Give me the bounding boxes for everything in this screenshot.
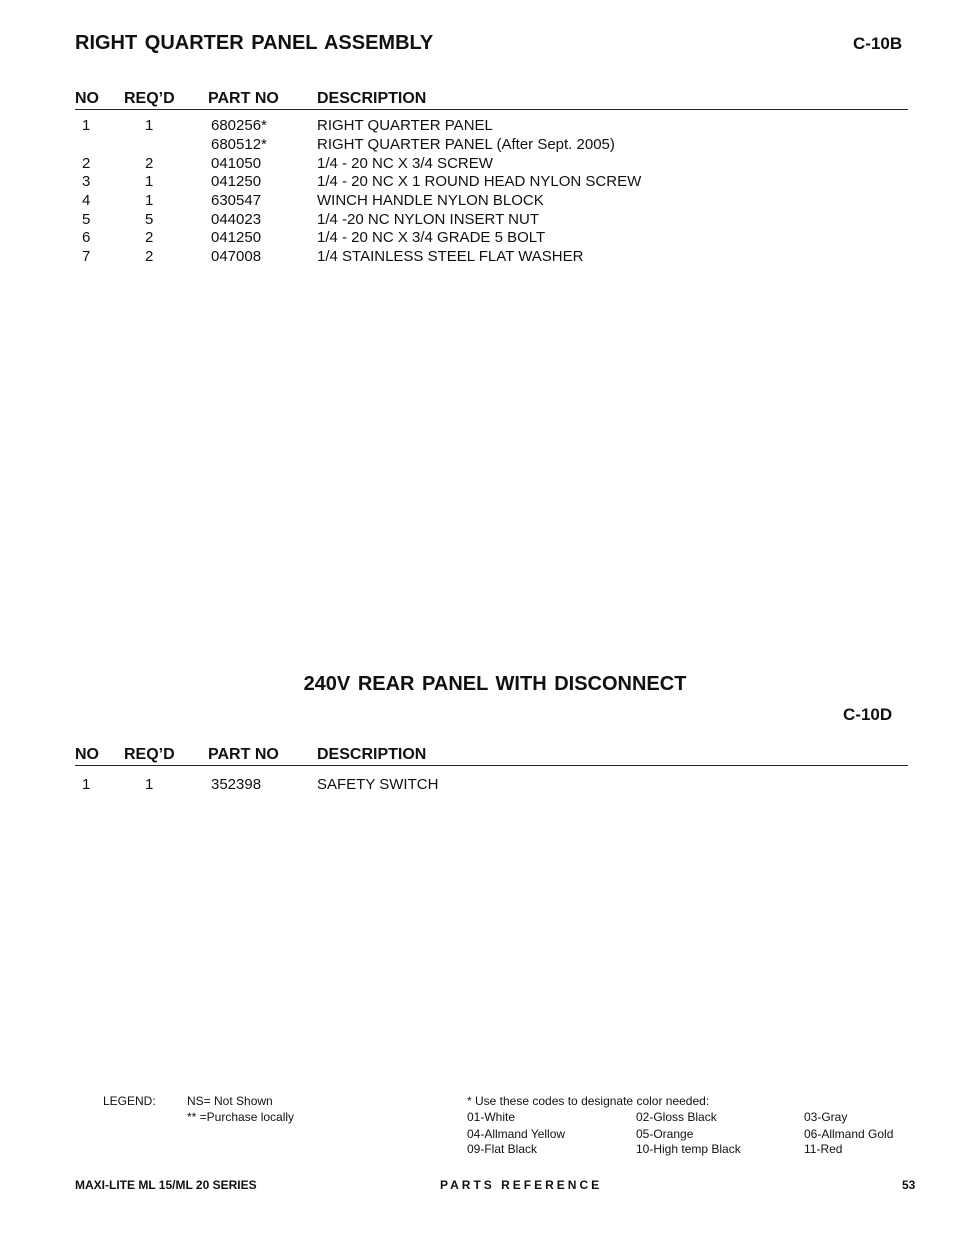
table-row	[0, 135, 954, 154]
footer-series: MAXI-LITE ML 15/ML 20 SERIES	[75, 1178, 257, 1192]
header-desc: DESCRIPTION	[317, 90, 427, 107]
table-row	[0, 154, 954, 173]
color-code: 03-Gray	[804, 1110, 848, 1124]
row-desc: 1/4 - 20 NC X 1 ROUND HEAD NYLON SCREW	[317, 173, 642, 190]
header-desc: DESCRIPTION	[317, 746, 427, 763]
header-part: PART NO	[208, 90, 279, 107]
table-row	[0, 172, 954, 191]
row-req: 2	[145, 248, 154, 265]
header-req: REQ’D	[124, 746, 175, 763]
table-row	[0, 228, 954, 247]
row-req: 1	[145, 173, 154, 190]
row-part: 680512*	[211, 136, 267, 153]
color-code: 06-Allmand Gold	[804, 1127, 894, 1141]
row-no: 7	[82, 248, 91, 265]
row-req: 1	[145, 192, 154, 209]
header-req: REQ’D	[124, 90, 175, 107]
footer-section: PARTS REFERENCE	[440, 1178, 603, 1192]
row-req: 2	[145, 155, 154, 172]
header-no: NO	[75, 746, 99, 763]
row-req: 1	[145, 117, 154, 134]
row-desc: 1/4 - 20 NC X 3/4 GRADE 5 BOLT	[317, 229, 546, 246]
row-desc: RIGHT QUARTER PANEL (After Sept. 2005)	[317, 136, 615, 153]
row-part: 041250	[211, 173, 262, 190]
row-desc: WINCH HANDLE NYLON BLOCK	[317, 192, 544, 209]
color-code: 09-Flat Black	[467, 1142, 538, 1156]
row-no: 3	[82, 173, 91, 190]
row-part: 630547	[211, 192, 262, 209]
color-code: 10-High temp Black	[636, 1142, 741, 1156]
row-part: 047008	[211, 248, 262, 265]
section2-title: 240V REAR PANEL WITH DISCONNECT	[303, 673, 687, 695]
table-row	[0, 116, 954, 135]
color-code: 02-Gloss Black	[636, 1110, 717, 1124]
header-rule	[75, 109, 908, 110]
table-row	[0, 210, 954, 229]
row-req: 2	[145, 229, 154, 246]
color-code: 05-Orange	[636, 1127, 694, 1141]
row-desc: RIGHT QUARTER PANEL	[317, 117, 493, 134]
table-row	[0, 191, 954, 210]
page-number: 53	[902, 1178, 916, 1192]
row-req: 1	[145, 776, 154, 793]
table-row	[0, 247, 954, 266]
row-desc: SAFETY SWITCH	[317, 776, 439, 793]
row-no: 5	[82, 211, 91, 228]
color-code: 01-White	[467, 1110, 516, 1124]
legend-color-note: * Use these codes to designate color needed:	[467, 1094, 710, 1108]
row-no: 1	[82, 117, 91, 134]
row-part: 680256*	[211, 117, 267, 134]
row-desc: 1/4 -20 NC NYLON INSERT NUT	[317, 211, 540, 228]
legend-ns: NS= Not Shown	[187, 1094, 273, 1108]
table-row	[0, 775, 954, 794]
section1-title: RIGHT QUARTER PANEL ASSEMBLY	[75, 32, 434, 54]
row-req: 5	[145, 211, 154, 228]
row-desc: 1/4 STAINLESS STEEL FLAT WASHER	[317, 248, 584, 265]
row-desc: 1/4 - 20 NC X 3/4 SCREW	[317, 155, 493, 172]
section2-code: C-10D	[843, 705, 893, 724]
row-part: 041050	[211, 155, 262, 172]
legend-purchase: ** =Purchase locally	[187, 1110, 295, 1124]
row-no: 1	[82, 776, 91, 793]
row-no: 2	[82, 155, 91, 172]
color-code: 04-Allmand Yellow	[467, 1127, 566, 1141]
row-no: 4	[82, 192, 91, 209]
row-part: 044023	[211, 211, 262, 228]
row-part: 041250	[211, 229, 262, 246]
section1-code: C-10B	[853, 34, 903, 53]
row-part: 352398	[211, 776, 262, 793]
legend-label: LEGEND:	[103, 1094, 156, 1108]
header-part: PART NO	[208, 746, 279, 763]
header-no: NO	[75, 90, 99, 107]
header-rule	[75, 765, 908, 766]
color-code: 11-Red	[804, 1142, 843, 1156]
row-no: 6	[82, 229, 91, 246]
